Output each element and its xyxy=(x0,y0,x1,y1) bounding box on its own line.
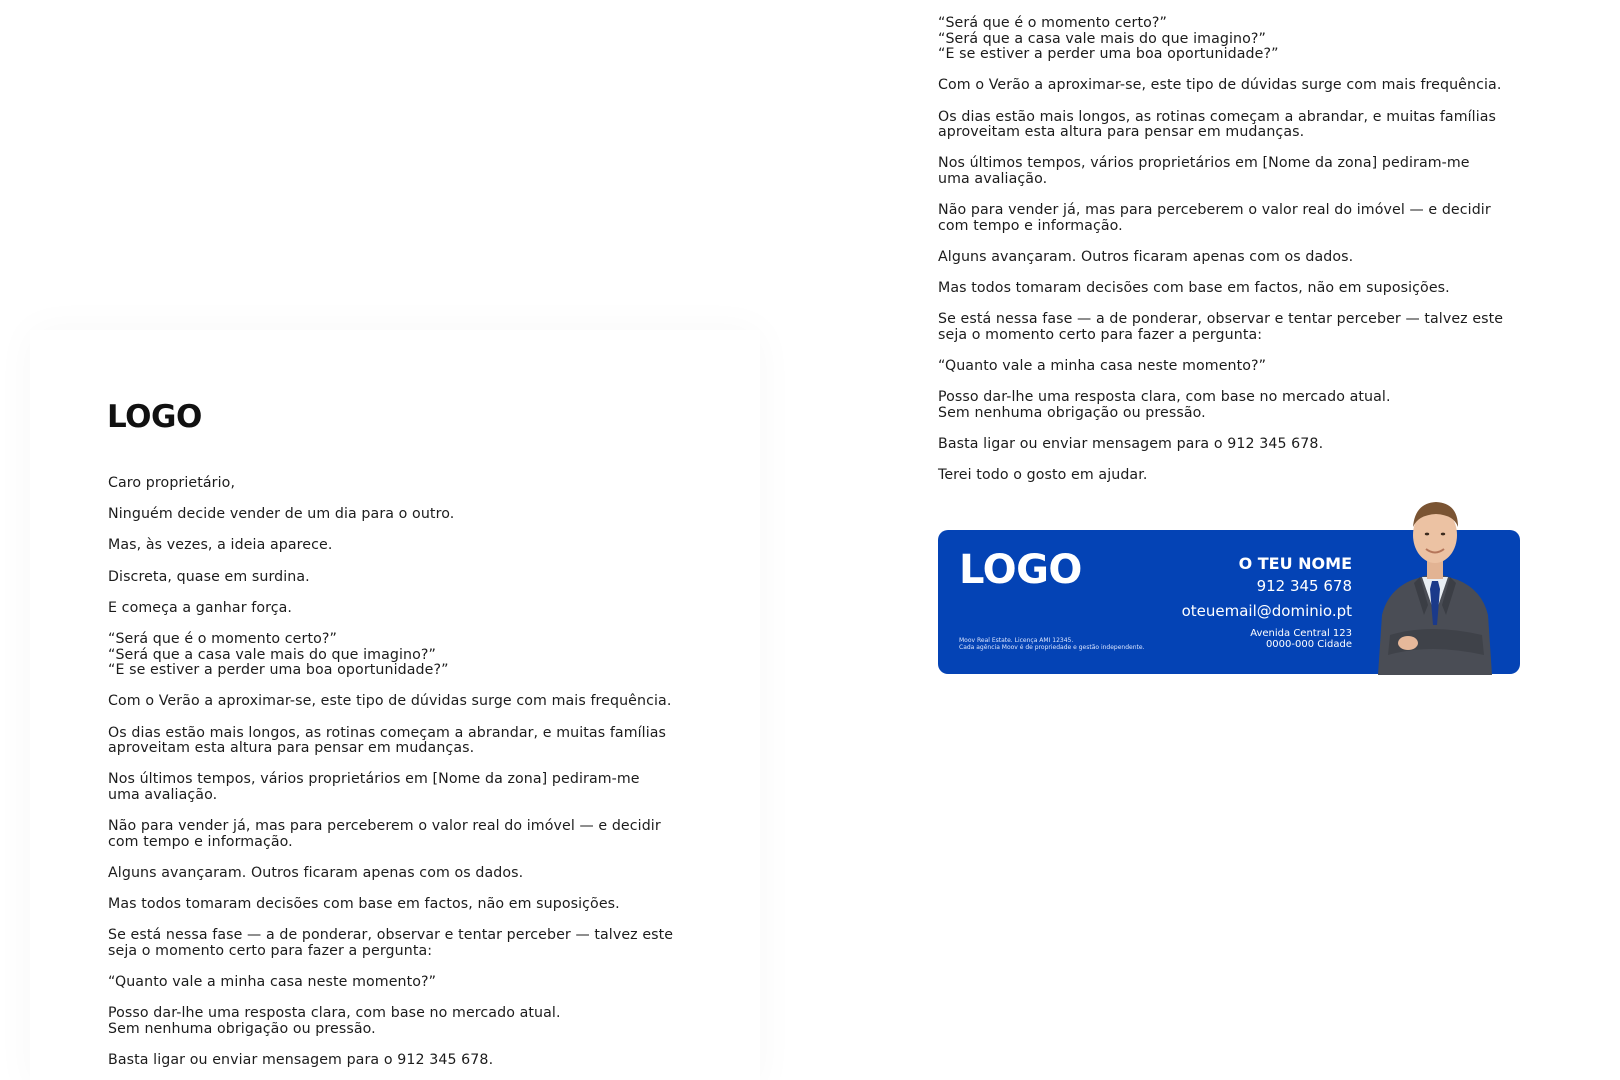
card-address xyxy=(1182,628,1352,650)
letter-paragraph: “Quanto vale a minha casa neste momento?” xyxy=(108,974,437,990)
letter-paragraph: “Quanto vale a minha casa neste momento?” xyxy=(938,358,1267,375)
letter-paragraph: Basta ligar ou enviar mensagem para o 912 345 678. xyxy=(938,436,1324,453)
card-logo: LOGO xyxy=(959,547,1082,593)
letter-paragraph: Mas todos tomaram decisões com base em factos, não em suposições. xyxy=(938,280,1450,297)
letter-paragraph: “Será que é o momento certo?” “Será que a casa vale mais do que imagino?” “E se estiver a perder uma boa oportunidade?” xyxy=(938,15,1279,63)
card-phone: 912 345 678 xyxy=(1256,577,1352,595)
letter-paragraph: Se está nessa fase — a de ponderar, observar e tentar perceber — talvez este seja o momento certo para fazer a pergunta: xyxy=(938,311,1504,343)
card-address-line2: 0000-000 Cidade xyxy=(1265,639,1352,650)
letter-paragraph: Se está nessa fase — a de ponderar, observar e tentar perceber — talvez este seja o momento certo para fazer a pergunta: xyxy=(108,927,674,959)
letter-paragraph: Alguns avançaram. Outros ficaram apenas com os dados. xyxy=(108,864,524,881)
agent-portrait xyxy=(1370,485,1500,675)
letter-paragraph: Posso dar-lhe uma resposta clara, com base no mercado atual. Sem nenhuma obrigação ou pressão. xyxy=(108,1005,561,1037)
letter-paragraph: Caro proprietário, xyxy=(108,475,236,491)
letter-paragraph: Não para vender já, mas para perceberem o valor real do imóvel — e decidir com tempo e informação. xyxy=(108,818,661,850)
left-letter-body xyxy=(108,476,708,1080)
right-letter-body xyxy=(938,16,1538,499)
letter-paragraph: Posso dar-lhe uma resposta clara, com base no mercado atual. Sem nenhuma obrigação ou pressão. xyxy=(938,389,1391,421)
letter-paragraph: Com o Verão a aproximar-se, este tipo de dúvidas surge com mais frequência. xyxy=(108,693,672,710)
letter-paragraph: E começa a ganhar força. xyxy=(108,599,293,616)
card-fine-print: Moov Real Estate. Licença AMI 12345. Cada agência Moov é de propriedade e gestão independente. xyxy=(959,637,1145,651)
letter-paragraph: “Será que é o momento certo?” “Será que a casa vale mais do que imagino?” “E se estiver a perder uma boa oportunidade?” xyxy=(108,630,449,679)
letter-paragraph: Basta ligar ou enviar mensagem para o 912 345 678. xyxy=(108,1051,494,1068)
card-name: O TEU NOME xyxy=(1238,554,1352,573)
letter-paragraph: Ninguém decide vender de um dia para o outro. xyxy=(108,506,455,523)
card-email: oteuemail@dominio.pt xyxy=(1181,602,1352,620)
card-address-line1: Avenida Central 123 xyxy=(1250,628,1352,639)
left-logo: LOGO xyxy=(107,399,202,435)
letter-paragraph: Mas todos tomaram decisões com base em factos, não em suposições. xyxy=(108,896,620,913)
letter-paragraph: Nos últimos tempos, vários proprietários em [Nome da zona] pediram-me uma avaliação. xyxy=(938,155,1470,187)
letter-paragraph: Alguns avançaram. Outros ficaram apenas com os dados. xyxy=(938,248,1354,265)
card-contact-info xyxy=(1182,554,1352,650)
letter-paragraph: Discreta, quase em surdina. xyxy=(108,568,310,585)
letter-paragraph: Terei todo o gosto em ajudar. xyxy=(938,467,1148,484)
letter-paragraph: Com o Verão a aproximar-se, este tipo de dúvidas surge com mais frequência. xyxy=(938,77,1502,94)
letter-paragraph: Os dias estão mais longos, as rotinas começam a abrandar, e muitas famílias aproveitam esta altura para pensar em mudanças. xyxy=(108,724,667,757)
letter-paragraph: Não para vender já, mas para perceberem o valor real do imóvel — e decidir com tempo e informação. xyxy=(938,202,1491,234)
letter-paragraph: Mas, às vezes, a ideia aparece. xyxy=(108,537,333,554)
letter-paragraph: Os dias estão mais longos, as rotinas começam a abrandar, e muitas famílias aproveitam esta altura para pensar em mudanças. xyxy=(938,108,1497,141)
letter-paragraph: Nos últimos tempos, vários proprietários em [Nome da zona] pediram-me uma avaliação. xyxy=(108,771,640,803)
